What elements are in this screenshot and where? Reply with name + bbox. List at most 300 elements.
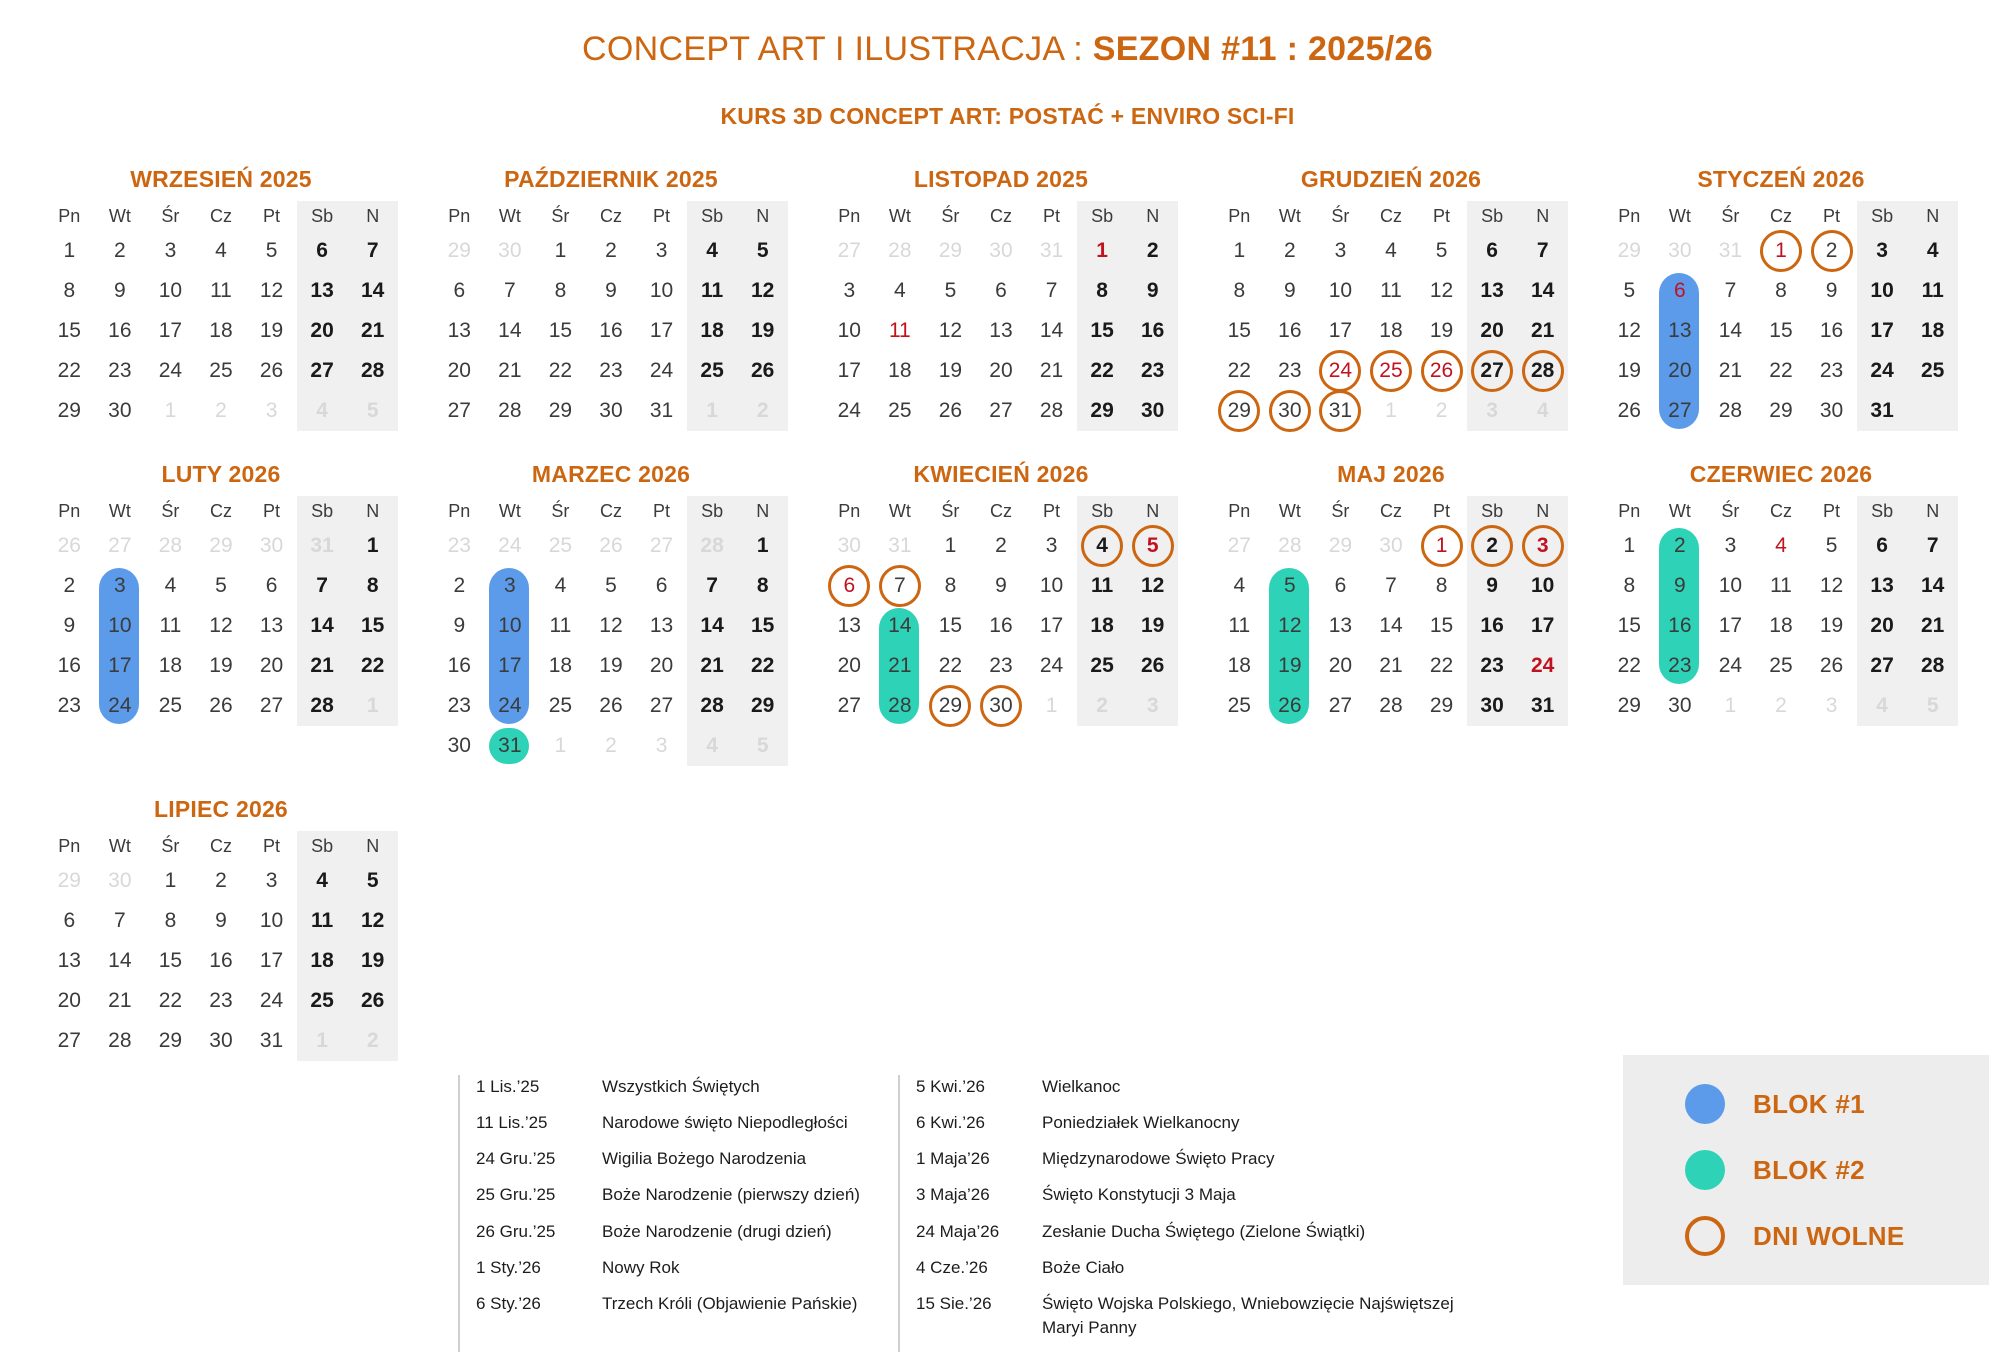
day-cell[interactable] <box>1705 566 1756 606</box>
day-cell[interactable] <box>586 566 637 606</box>
day-cell[interactable] <box>687 686 738 726</box>
day-cell[interactable] <box>1806 566 1857 606</box>
day-cell[interactable] <box>1315 231 1366 271</box>
day-cell[interactable] <box>925 646 976 686</box>
day-cell[interactable] <box>1756 526 1807 566</box>
day-cell[interactable] <box>485 526 536 566</box>
day-cell[interactable] <box>297 606 348 646</box>
day-cell[interactable] <box>1467 566 1518 606</box>
day-cell[interactable] <box>636 351 687 391</box>
day-cell[interactable] <box>347 861 398 901</box>
day-cell[interactable] <box>1604 231 1655 271</box>
day-cell[interactable] <box>824 391 875 431</box>
day-cell[interactable] <box>1467 231 1518 271</box>
day-cell[interactable] <box>347 311 398 351</box>
day-cell[interactable] <box>737 606 788 646</box>
day-cell[interactable] <box>347 526 398 566</box>
day-cell[interactable] <box>485 351 536 391</box>
day-cell[interactable] <box>1857 606 1908 646</box>
day-cell[interactable] <box>145 231 196 271</box>
day-cell[interactable] <box>1265 526 1316 566</box>
day-cell[interactable] <box>434 726 485 766</box>
day-cell[interactable] <box>1517 271 1568 311</box>
day-cell[interactable] <box>1366 311 1417 351</box>
day-cell[interactable] <box>485 391 536 431</box>
day-cell[interactable] <box>1077 606 1128 646</box>
day-cell[interactable] <box>1907 311 1958 351</box>
day-cell[interactable] <box>1026 271 1077 311</box>
day-cell[interactable] <box>95 901 146 941</box>
day-cell[interactable] <box>1366 391 1417 431</box>
day-cell[interactable] <box>1077 391 1128 431</box>
day-cell[interactable] <box>196 861 247 901</box>
day-cell[interactable] <box>976 646 1027 686</box>
day-cell[interactable] <box>1214 271 1265 311</box>
day-cell[interactable] <box>145 311 196 351</box>
day-cell[interactable] <box>434 391 485 431</box>
day-cell[interactable] <box>1604 606 1655 646</box>
day-cell[interactable] <box>1026 646 1077 686</box>
day-cell[interactable] <box>347 981 398 1021</box>
day-cell[interactable] <box>246 351 297 391</box>
day-cell[interactable] <box>145 606 196 646</box>
day-cell[interactable] <box>1467 391 1518 431</box>
day-cell[interactable] <box>485 271 536 311</box>
day-cell[interactable] <box>1756 271 1807 311</box>
day-cell[interactable] <box>95 311 146 351</box>
day-cell[interactable] <box>1705 231 1756 271</box>
day-cell-free[interactable] <box>1077 526 1128 566</box>
day-cell-free[interactable] <box>1214 391 1265 431</box>
day-cell[interactable] <box>1416 391 1467 431</box>
day-cell[interactable] <box>535 311 586 351</box>
day-cell[interactable] <box>1214 311 1265 351</box>
day-cell[interactable] <box>1604 686 1655 726</box>
day-cell[interactable] <box>1127 271 1178 311</box>
day-cell[interactable] <box>636 646 687 686</box>
day-cell[interactable] <box>1517 231 1568 271</box>
day-cell[interactable] <box>434 351 485 391</box>
day-cell[interactable] <box>1517 391 1568 431</box>
day-cell[interactable] <box>44 391 95 431</box>
day-cell[interactable] <box>1907 526 1958 566</box>
day-cell[interactable] <box>1026 391 1077 431</box>
day-cell[interactable] <box>1756 566 1807 606</box>
day-cell[interactable] <box>1214 526 1265 566</box>
day-cell[interactable] <box>347 686 398 726</box>
day-cell[interactable] <box>347 566 398 606</box>
day-cell[interactable] <box>1077 646 1128 686</box>
day-cell[interactable] <box>1026 526 1077 566</box>
day-cell[interactable] <box>246 941 297 981</box>
day-cell[interactable] <box>1907 231 1958 271</box>
day-cell-free[interactable] <box>1467 351 1518 391</box>
day-cell[interactable] <box>925 526 976 566</box>
day-cell[interactable] <box>535 351 586 391</box>
day-cell[interactable] <box>976 606 1027 646</box>
day-cell[interactable] <box>687 646 738 686</box>
day-cell[interactable] <box>1756 646 1807 686</box>
day-cell[interactable] <box>1467 271 1518 311</box>
day-cell[interactable] <box>44 351 95 391</box>
day-cell[interactable] <box>1077 231 1128 271</box>
day-cell[interactable] <box>145 941 196 981</box>
day-cell[interactable] <box>434 686 485 726</box>
day-cell[interactable] <box>1214 646 1265 686</box>
day-cell[interactable] <box>434 231 485 271</box>
day-cell[interactable] <box>1806 646 1857 686</box>
day-cell[interactable] <box>297 941 348 981</box>
day-cell[interactable] <box>95 1021 146 1061</box>
day-cell[interactable] <box>145 901 196 941</box>
day-cell[interactable] <box>44 526 95 566</box>
day-cell[interactable] <box>1705 391 1756 431</box>
day-cell[interactable] <box>586 391 637 431</box>
day-cell[interactable] <box>976 231 1027 271</box>
day-cell[interactable] <box>196 271 247 311</box>
day-cell[interactable] <box>196 901 247 941</box>
day-cell[interactable] <box>95 351 146 391</box>
day-cell[interactable] <box>297 686 348 726</box>
day-cell[interactable] <box>1705 606 1756 646</box>
day-cell[interactable] <box>297 1021 348 1061</box>
day-cell[interactable] <box>1315 686 1366 726</box>
day-cell[interactable] <box>824 646 875 686</box>
day-cell[interactable] <box>297 311 348 351</box>
day-cell[interactable] <box>1127 311 1178 351</box>
day-cell[interactable] <box>636 311 687 351</box>
day-cell-free[interactable] <box>976 686 1027 726</box>
day-cell[interactable] <box>687 606 738 646</box>
day-cell[interactable] <box>1756 686 1807 726</box>
day-cell[interactable] <box>95 231 146 271</box>
day-cell[interactable] <box>347 941 398 981</box>
day-cell[interactable] <box>95 526 146 566</box>
day-cell[interactable] <box>824 351 875 391</box>
day-cell[interactable] <box>1705 271 1756 311</box>
day-cell[interactable] <box>1026 686 1077 726</box>
day-cell[interactable] <box>44 311 95 351</box>
day-cell[interactable] <box>1756 311 1807 351</box>
day-cell[interactable] <box>586 726 637 766</box>
day-cell[interactable] <box>1806 606 1857 646</box>
day-cell-free[interactable] <box>925 686 976 726</box>
day-cell[interactable] <box>95 981 146 1021</box>
day-cell[interactable] <box>535 271 586 311</box>
day-cell[interactable] <box>434 311 485 351</box>
day-cell[interactable] <box>196 311 247 351</box>
day-cell-free[interactable] <box>1315 391 1366 431</box>
day-cell[interactable] <box>434 526 485 566</box>
day-cell-free[interactable] <box>1366 351 1417 391</box>
day-cell[interactable] <box>297 391 348 431</box>
day-cell[interactable] <box>1907 271 1958 311</box>
day-cell[interactable] <box>1604 271 1655 311</box>
day-cell-free[interactable] <box>1467 526 1518 566</box>
day-cell[interactable] <box>1265 271 1316 311</box>
day-cell[interactable] <box>1214 351 1265 391</box>
day-cell[interactable] <box>1907 391 1958 431</box>
day-cell[interactable] <box>1907 606 1958 646</box>
day-cell[interactable] <box>737 351 788 391</box>
day-cell[interactable] <box>145 861 196 901</box>
day-cell[interactable] <box>976 351 1027 391</box>
day-cell[interactable] <box>1705 646 1756 686</box>
day-cell[interactable] <box>44 566 95 606</box>
day-cell[interactable] <box>1366 686 1417 726</box>
day-cell[interactable] <box>824 526 875 566</box>
day-cell[interactable] <box>1214 566 1265 606</box>
day-cell[interactable] <box>737 311 788 351</box>
day-cell[interactable] <box>246 231 297 271</box>
day-cell[interactable] <box>1077 566 1128 606</box>
day-cell[interactable] <box>1756 606 1807 646</box>
day-cell[interactable] <box>875 391 926 431</box>
day-cell-free[interactable] <box>1756 231 1807 271</box>
day-cell[interactable] <box>297 901 348 941</box>
day-cell[interactable] <box>1857 391 1908 431</box>
day-cell[interactable] <box>687 391 738 431</box>
day-cell[interactable] <box>1857 231 1908 271</box>
day-cell[interactable] <box>824 686 875 726</box>
day-cell[interactable] <box>246 981 297 1021</box>
day-cell[interactable] <box>1127 351 1178 391</box>
day-cell[interactable] <box>485 311 536 351</box>
day-cell[interactable] <box>196 526 247 566</box>
day-cell[interactable] <box>976 566 1027 606</box>
day-cell[interactable] <box>1265 351 1316 391</box>
day-cell-free[interactable] <box>1416 351 1467 391</box>
day-cell[interactable] <box>246 901 297 941</box>
day-cell-free[interactable] <box>1265 391 1316 431</box>
day-cell[interactable] <box>737 526 788 566</box>
day-cell[interactable] <box>1315 311 1366 351</box>
day-cell[interactable] <box>636 271 687 311</box>
day-cell[interactable] <box>1806 311 1857 351</box>
day-cell[interactable] <box>976 271 1027 311</box>
day-cell[interactable] <box>586 526 637 566</box>
day-cell[interactable] <box>297 566 348 606</box>
day-cell[interactable] <box>824 606 875 646</box>
day-cell[interactable] <box>976 391 1027 431</box>
day-cell[interactable] <box>44 646 95 686</box>
day-cell[interactable] <box>1907 646 1958 686</box>
day-cell[interactable] <box>145 351 196 391</box>
day-cell[interactable] <box>44 941 95 981</box>
day-cell[interactable] <box>196 646 247 686</box>
day-cell[interactable] <box>687 526 738 566</box>
day-cell[interactable] <box>246 311 297 351</box>
day-cell[interactable] <box>586 686 637 726</box>
day-cell[interactable] <box>1857 566 1908 606</box>
day-cell[interactable] <box>347 351 398 391</box>
day-cell[interactable] <box>347 391 398 431</box>
day-cell[interactable] <box>1416 686 1467 726</box>
day-cell[interactable] <box>1416 646 1467 686</box>
day-cell[interactable] <box>1907 566 1958 606</box>
day-cell[interactable] <box>1315 646 1366 686</box>
day-cell[interactable] <box>44 271 95 311</box>
day-cell[interactable] <box>347 271 398 311</box>
day-cell[interactable] <box>1315 271 1366 311</box>
day-cell-free[interactable] <box>1127 526 1178 566</box>
day-cell[interactable] <box>1214 686 1265 726</box>
day-cell[interactable] <box>1857 311 1908 351</box>
day-cell[interactable] <box>347 646 398 686</box>
day-cell[interactable] <box>145 271 196 311</box>
day-cell[interactable] <box>246 566 297 606</box>
day-cell[interactable] <box>976 311 1027 351</box>
day-cell[interactable] <box>925 606 976 646</box>
day-cell[interactable] <box>1416 566 1467 606</box>
day-cell[interactable] <box>1517 606 1568 646</box>
day-cell[interactable] <box>1604 391 1655 431</box>
day-cell[interactable] <box>1127 566 1178 606</box>
day-cell[interactable] <box>1366 646 1417 686</box>
day-cell[interactable] <box>95 861 146 901</box>
day-cell[interactable] <box>1416 311 1467 351</box>
day-cell[interactable] <box>297 351 348 391</box>
day-cell-free[interactable] <box>1416 526 1467 566</box>
day-cell[interactable] <box>1806 351 1857 391</box>
day-cell[interactable] <box>535 526 586 566</box>
day-cell[interactable] <box>1705 526 1756 566</box>
day-cell[interactable] <box>1026 231 1077 271</box>
day-cell[interactable] <box>1655 231 1706 271</box>
day-cell-free[interactable] <box>824 566 875 606</box>
day-cell[interactable] <box>1026 606 1077 646</box>
day-cell[interactable] <box>925 311 976 351</box>
day-cell[interactable] <box>1315 526 1366 566</box>
day-cell[interactable] <box>925 391 976 431</box>
day-cell[interactable] <box>434 606 485 646</box>
day-cell[interactable] <box>1604 526 1655 566</box>
day-cell[interactable] <box>246 606 297 646</box>
day-cell[interactable] <box>586 351 637 391</box>
day-cell[interactable] <box>737 646 788 686</box>
day-cell[interactable] <box>1366 526 1417 566</box>
day-cell[interactable] <box>44 901 95 941</box>
day-cell[interactable] <box>1857 686 1908 726</box>
day-cell[interactable] <box>297 526 348 566</box>
day-cell[interactable] <box>636 686 687 726</box>
day-cell[interactable] <box>1026 351 1077 391</box>
day-cell[interactable] <box>1077 271 1128 311</box>
day-cell[interactable] <box>1315 606 1366 646</box>
day-cell[interactable] <box>145 981 196 1021</box>
day-cell[interactable] <box>1806 271 1857 311</box>
day-cell[interactable] <box>1907 351 1958 391</box>
day-cell[interactable] <box>737 686 788 726</box>
day-cell[interactable] <box>246 271 297 311</box>
day-cell[interactable] <box>44 981 95 1021</box>
day-cell[interactable] <box>687 566 738 606</box>
day-cell[interactable] <box>347 901 398 941</box>
day-cell[interactable] <box>196 231 247 271</box>
day-cell[interactable] <box>737 391 788 431</box>
day-cell[interactable] <box>1517 646 1568 686</box>
day-cell[interactable] <box>1127 686 1178 726</box>
day-cell[interactable] <box>1907 686 1958 726</box>
day-cell[interactable] <box>196 941 247 981</box>
day-cell[interactable] <box>535 231 586 271</box>
day-cell[interactable] <box>875 311 926 351</box>
day-cell[interactable] <box>95 941 146 981</box>
day-cell[interactable] <box>44 1021 95 1061</box>
day-cell[interactable] <box>1857 646 1908 686</box>
day-cell[interactable] <box>246 646 297 686</box>
day-cell[interactable] <box>636 231 687 271</box>
day-cell[interactable] <box>1416 271 1467 311</box>
day-cell[interactable] <box>196 606 247 646</box>
day-cell[interactable] <box>1857 526 1908 566</box>
day-cell-free[interactable] <box>875 566 926 606</box>
day-cell[interactable] <box>1127 231 1178 271</box>
day-cell[interactable] <box>1265 231 1316 271</box>
day-cell[interactable] <box>535 726 586 766</box>
day-cell[interactable] <box>44 861 95 901</box>
day-cell[interactable] <box>875 271 926 311</box>
day-cell[interactable] <box>145 526 196 566</box>
day-cell[interactable] <box>636 726 687 766</box>
day-cell[interactable] <box>347 231 398 271</box>
day-cell[interactable] <box>1366 271 1417 311</box>
day-cell[interactable] <box>687 726 738 766</box>
day-cell-free[interactable] <box>1517 526 1568 566</box>
day-cell[interactable] <box>1517 311 1568 351</box>
day-cell[interactable] <box>824 271 875 311</box>
day-cell[interactable] <box>535 391 586 431</box>
day-cell[interactable] <box>297 861 348 901</box>
day-cell[interactable] <box>297 231 348 271</box>
day-cell[interactable] <box>1857 271 1908 311</box>
day-cell[interactable] <box>44 686 95 726</box>
day-cell[interactable] <box>347 1021 398 1061</box>
day-cell[interactable] <box>925 566 976 606</box>
day-cell[interactable] <box>246 861 297 901</box>
day-cell[interactable] <box>824 311 875 351</box>
day-cell-free[interactable] <box>1806 231 1857 271</box>
day-cell[interactable] <box>246 391 297 431</box>
day-cell[interactable] <box>925 351 976 391</box>
day-cell[interactable] <box>1315 566 1366 606</box>
day-cell[interactable] <box>586 646 637 686</box>
day-cell[interactable] <box>246 686 297 726</box>
day-cell[interactable] <box>925 231 976 271</box>
day-cell[interactable] <box>1705 351 1756 391</box>
day-cell[interactable] <box>196 686 247 726</box>
day-cell[interactable] <box>535 646 586 686</box>
day-cell[interactable] <box>246 1021 297 1061</box>
day-cell[interactable] <box>875 351 926 391</box>
day-cell[interactable] <box>586 311 637 351</box>
day-cell[interactable] <box>636 526 687 566</box>
day-cell[interactable] <box>824 231 875 271</box>
day-cell[interactable] <box>586 606 637 646</box>
day-cell[interactable] <box>145 566 196 606</box>
day-cell-free[interactable] <box>1517 351 1568 391</box>
day-cell[interactable] <box>535 566 586 606</box>
day-cell[interactable] <box>95 391 146 431</box>
day-cell[interactable] <box>1604 646 1655 686</box>
day-cell[interactable] <box>687 311 738 351</box>
day-cell[interactable] <box>196 1021 247 1061</box>
day-cell[interactable] <box>1366 606 1417 646</box>
day-cell[interactable] <box>44 231 95 271</box>
day-cell[interactable] <box>737 271 788 311</box>
day-cell[interactable] <box>485 231 536 271</box>
day-cell[interactable] <box>1517 686 1568 726</box>
